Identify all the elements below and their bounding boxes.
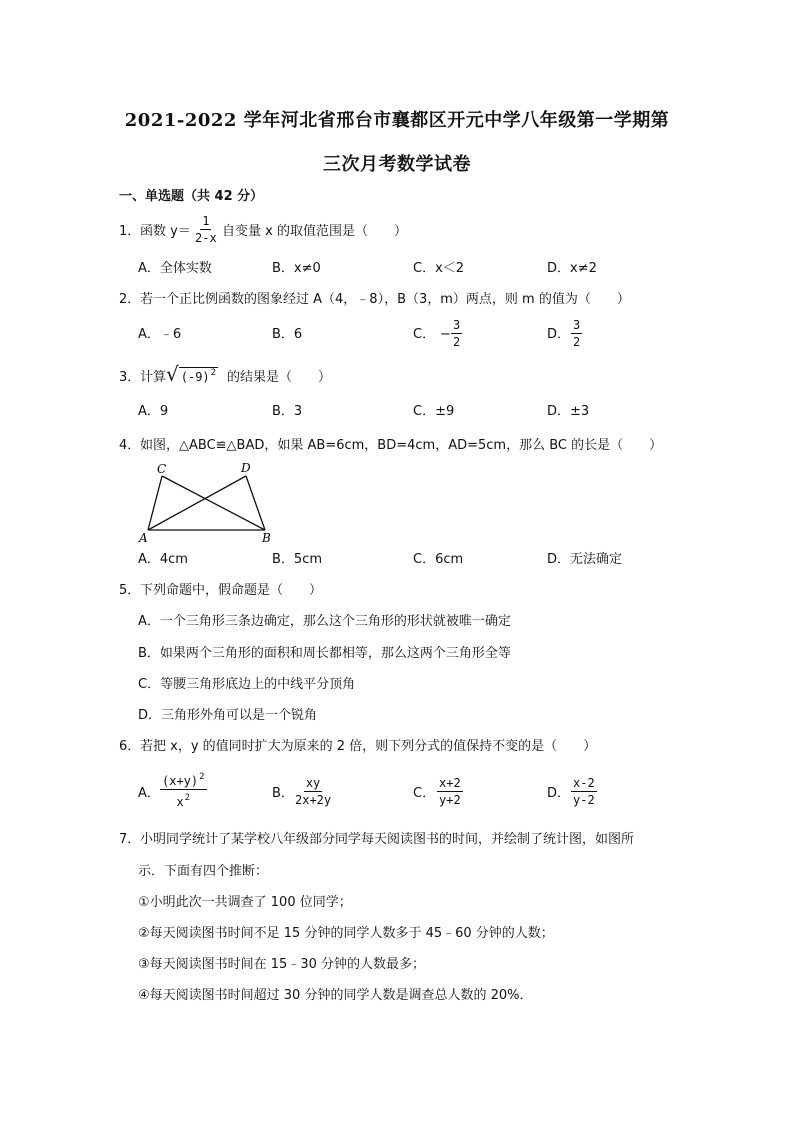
q4-figure <box>138 458 278 544</box>
q3-pre: 计算 <box>140 370 167 385</box>
q5-option-a: A．一个三角形三条边确定，那么这个三角形的形状就被唯一确定 <box>138 614 511 629</box>
q5-option-d: D．三角形外角可以是一个锐角 <box>138 708 318 723</box>
segment-ad <box>148 476 246 530</box>
q6-b-num: xy <box>305 776 321 790</box>
point-label-d: D <box>241 461 251 475</box>
exam-title-line2: 三次月考数学试卷 <box>323 154 471 175</box>
q6-option-d-fraction <box>571 776 597 807</box>
q6-option-b-label: B． <box>272 786 294 801</box>
q3-option-c: C．±9 <box>413 404 455 419</box>
q6-a-num <box>160 770 207 790</box>
q7-number: 7． <box>119 832 141 847</box>
point-label-a: A <box>139 531 148 544</box>
q6-d-den: y-2 <box>573 793 595 807</box>
q1-frac-num: 1 <box>202 214 210 228</box>
q7-statement-2: ②每天阅读图书时间不足 15 分钟的同学人数多于 45﹣60 分钟的人数； <box>138 926 554 941</box>
q5-option-c: C．等腰三角形底边上的中线平分顶角 <box>138 677 356 692</box>
q7-line2: 示．下面有四个推断： <box>138 864 269 879</box>
q6-d-num: x-2 <box>573 776 595 790</box>
q2-text: 若一个正比例函数的图象经过 A（4，﹣8），B（3，m）两点，则 m 的值为（ ） <box>140 292 630 307</box>
q6-option-b-fraction <box>295 776 331 807</box>
q2-option-d-fraction <box>571 318 582 349</box>
q7-statement-4: ④每天阅读图书时间超过 30 分钟的同学人数是调查总人数的 20%． <box>138 988 533 1003</box>
q6-option-d-label: D． <box>547 786 571 801</box>
q3-option-a: A．9 <box>138 404 169 419</box>
q2-option-d-label: D． <box>547 327 571 342</box>
q2-c-den: 2 <box>453 335 461 349</box>
q3-number: 3． <box>119 370 141 385</box>
q6-a-den-exp: 2 <box>184 793 191 803</box>
radical-sign-icon: √ <box>166 362 179 386</box>
point-label-b: B <box>262 531 271 544</box>
q4-number: 4． <box>119 438 141 453</box>
q1-option-b: B．x≠0 <box>272 261 321 276</box>
q6-b-den: 2x+2y <box>295 793 332 807</box>
q2-option-a: A．﹣6 <box>138 327 182 342</box>
q1-frac-den: 2-x <box>195 231 217 245</box>
q7-statement-3: ③每天阅读图书时间在 15﹣30 分钟的人数最多； <box>138 957 426 972</box>
q6-option-c-label: C． <box>413 786 436 801</box>
q4-option-b: B．5cm <box>272 552 323 567</box>
q3-radicand-base: (-9) <box>180 370 210 384</box>
q2-option-b: B．6 <box>272 327 303 342</box>
point-label-c: C <box>157 462 167 476</box>
q3-radicand-exp: 2 <box>210 368 217 378</box>
q4-option-a: A．4cm <box>138 552 188 567</box>
q6-text: 若把 x，y 的值同时扩大为原来的 2 倍，则下列分式的值保持不变的是（ ） <box>140 739 597 754</box>
q6-number: 6． <box>119 739 141 754</box>
segment-ac <box>148 476 162 530</box>
q1-option-a: A．全体实数 <box>138 261 212 276</box>
q6-c-den: y+2 <box>439 793 461 807</box>
q1-fraction <box>195 214 217 245</box>
q2-option-c-label: C． <box>413 327 436 342</box>
q6-option-a-fraction <box>160 770 207 809</box>
q6-option-c-fraction <box>437 776 463 807</box>
section-heading: 一、单选题（共 42 分） <box>119 189 264 204</box>
q2-d-den: 2 <box>573 335 581 349</box>
q2-number: 2． <box>119 292 141 307</box>
q3-option-d: D．±3 <box>547 404 590 419</box>
q3-radicand <box>179 367 218 384</box>
segment-cb <box>162 476 265 530</box>
q7-statement-1: ①小明此次一共调查了 100 位同学； <box>138 895 352 910</box>
q4-option-c: C．6cm <box>413 552 464 567</box>
q6-c-num: x+2 <box>439 776 461 790</box>
q1-pre: 函数 y＝ <box>140 224 191 239</box>
q3-square-root <box>166 362 218 386</box>
q4-text: 如图，△ABC≌△BAD，如果 AB=6cm，BD=4cm，AD=5cm，那么 BC 的长是（ ） <box>140 438 663 453</box>
q7-line1: 小明同学统计了某学校八年级部分同学每天阅读图书的时间，并绘制了统计图，如图所 <box>140 832 635 847</box>
q1-number: 1． <box>119 224 141 239</box>
exam-title-line1: 2021-2022 学年河北省邢台市襄都区开元中学八年级第一学期第 <box>124 110 670 131</box>
q2-d-num: 3 <box>573 318 581 332</box>
q6-a-den <box>176 790 190 809</box>
q1-option-c: C．x＜2 <box>413 261 465 276</box>
q6-a-den-base: x <box>176 795 184 809</box>
q1-post: 自变量 x 的取值范围是（ ） <box>222 224 407 239</box>
q4-option-d: D．无法确定 <box>547 552 623 567</box>
q3-post: 的结果是（ ） <box>227 370 332 385</box>
q5-option-b: B．如果两个三角形的面积和周长都相等，那么这两个三角形全等 <box>138 646 511 661</box>
q6-a-num-base: (x+y) <box>162 774 199 788</box>
q2-c-num: 3 <box>453 318 461 332</box>
q2-option-c-sign: − <box>440 327 451 342</box>
q3-option-b: B．3 <box>272 404 303 419</box>
q6-option-a-label: A． <box>138 786 160 801</box>
q2-option-c-fraction <box>451 318 462 349</box>
q5-number: 5． <box>119 583 141 598</box>
q1-option-d: D．x≠2 <box>547 261 597 276</box>
q6-a-num-exp: 2 <box>199 772 205 782</box>
q5-text: 下列命题中，假命题是（ ） <box>140 583 323 598</box>
